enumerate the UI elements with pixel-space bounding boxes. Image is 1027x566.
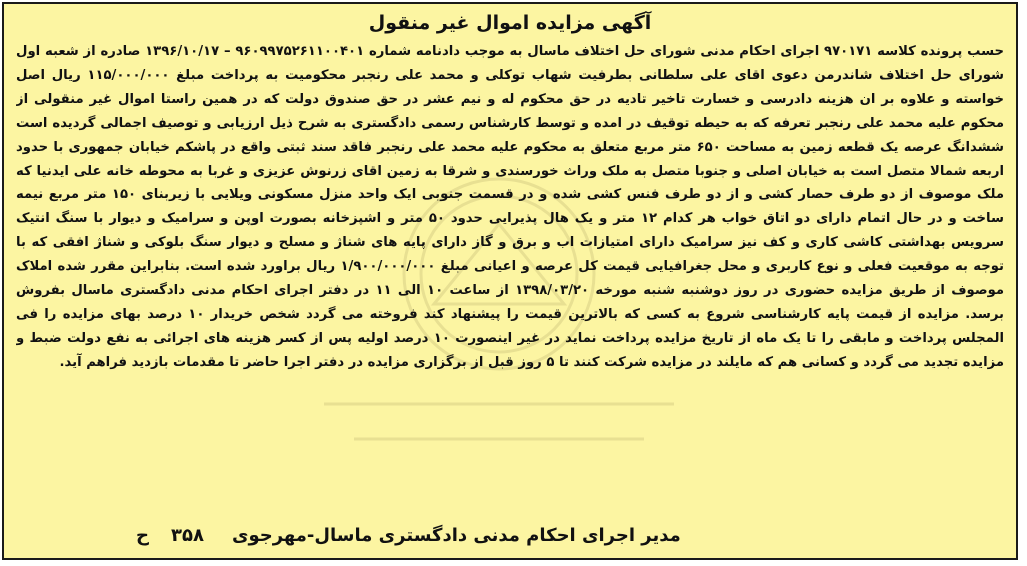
notice-footer [16, 520, 1004, 550]
footer-number: ۳۵۸ [170, 524, 204, 546]
footer-code: ح [136, 524, 149, 546]
notice-body: حسب پرونده کلاسه ۹۷۰۱۷۱ اجرای احکام مدنی شورای حل اختلاف ماسال به موجب دادنامه شماره ۹۶۰۹۹۷۵۲۶۱۱۰۰۴۰۱ – ۱۳۹۶/۱۰/۱۷ صادره از شعبه اول شورای حل اختلاف شاندرمن دعوی اقای علی سلطانی بطرفیت شهاب توکلی و محمد علی رنجبر محکومیت به پرداخت مبلغ ۱۱۵/۰۰۰/۰۰۰ ریال اصل خواسته و علاوه بر ان هزینه دادرسی و خسارت تاخیر تادیه در حق محکوم له و نیم عشر در حق صندوق دولت که در همین راستا اموال غیر منقولی از محکوم علیه محمد علی رنجبر تعرفه که به حیطه توقیف در امده و توسط کارشناس رسمی دادگستری به شرح ذیل ارزیابی و توصیف اجمالی گردیده است ششدانگ عرصه یک قطعه زمین به مساحت ۶۵۰ متر مربع متعلق به محکوم علیه محمد علی رنجبر فاقد سند ثبتی واقع در پاشکم خیابان جمهوری با حدود اربعه شمالا متصل است به خیابان اصلی و جنوبا متصل به ملک وراث خورسندی و شرقا به زمین اقای زرنوش عزیزی و غربا به محوطه خانه علی ایدنیا که ملک موصوف از دو طرف حصار کشی و از دو طرف فنس کشی شده و در قسمت جنوبی ایک واحد منزل مسکونی ویلایی با زیربنای ۱۵۰ متر مربع نیمه ساخت و در حال اتمام دارای دو اتاق خواب هر کدام ۱۲ متر و یک هال پذیرایی حدود ۵۰ متر و اشپزخانه بصورت اوپن و سرامیک و دیوار با سنگ انتیک سرویس بهداشتی کاشی کاری و کف نیز سرامیک دارای امتیازات اب و برق و گاز دارای پایه های شناژ و مسلح و دیوار سنگ بلوکی و شناژ افقی که با توجه به موقعیت فعلی و نوع کاربری و محل جغرافیایی قیمت کل عرصه و اعیانی مبلغ ۱/۹۰۰/۰۰۰/۰۰۰ ریال براورد شده است. بنابراین مقرر شده املاک موصوف از طریق مزایده حضوری در روز دوشنبه شنبه مورخه ۱۳۹۸/۰۳/۲۰ از ساعت ۱۰ الی ۱۱ در دفتر اجرای احکام مدنی دادگستری ماسال بفروش برسد. مزایده از قیمت پایه کارشناسی شروع به کسی که بالاترین قیمت را پیشنهاد کند فروخته می گردد شخص خریدار ۱۰ درصد بهای مزایده را فی المجلس پرداخت و مابقی را تا یک ماه از تاریخ مزایده پرداخت نماید در غیر اینصورت ۱۰ درصد اولیه پس از کسر هزینه های اجرائی به نفع دولت ضبط و مزایده تجدید می گردد و کسانی هم که مایلند در مزایده شرکت کنند تا ۵ روز قبل از برگزاری مزایده در دفتر اجرا حاضر تا مقدمات بازدید فراهم آید. [16, 44, 1004, 370]
notice-box [2, 2, 1018, 560]
footer-signature: مدیر اجرای احکام مدنی دادگستری ماسال-مهرجوی [231, 524, 681, 546]
notice-title: آگهی مزایده اموال غیر منقول [368, 12, 652, 34]
